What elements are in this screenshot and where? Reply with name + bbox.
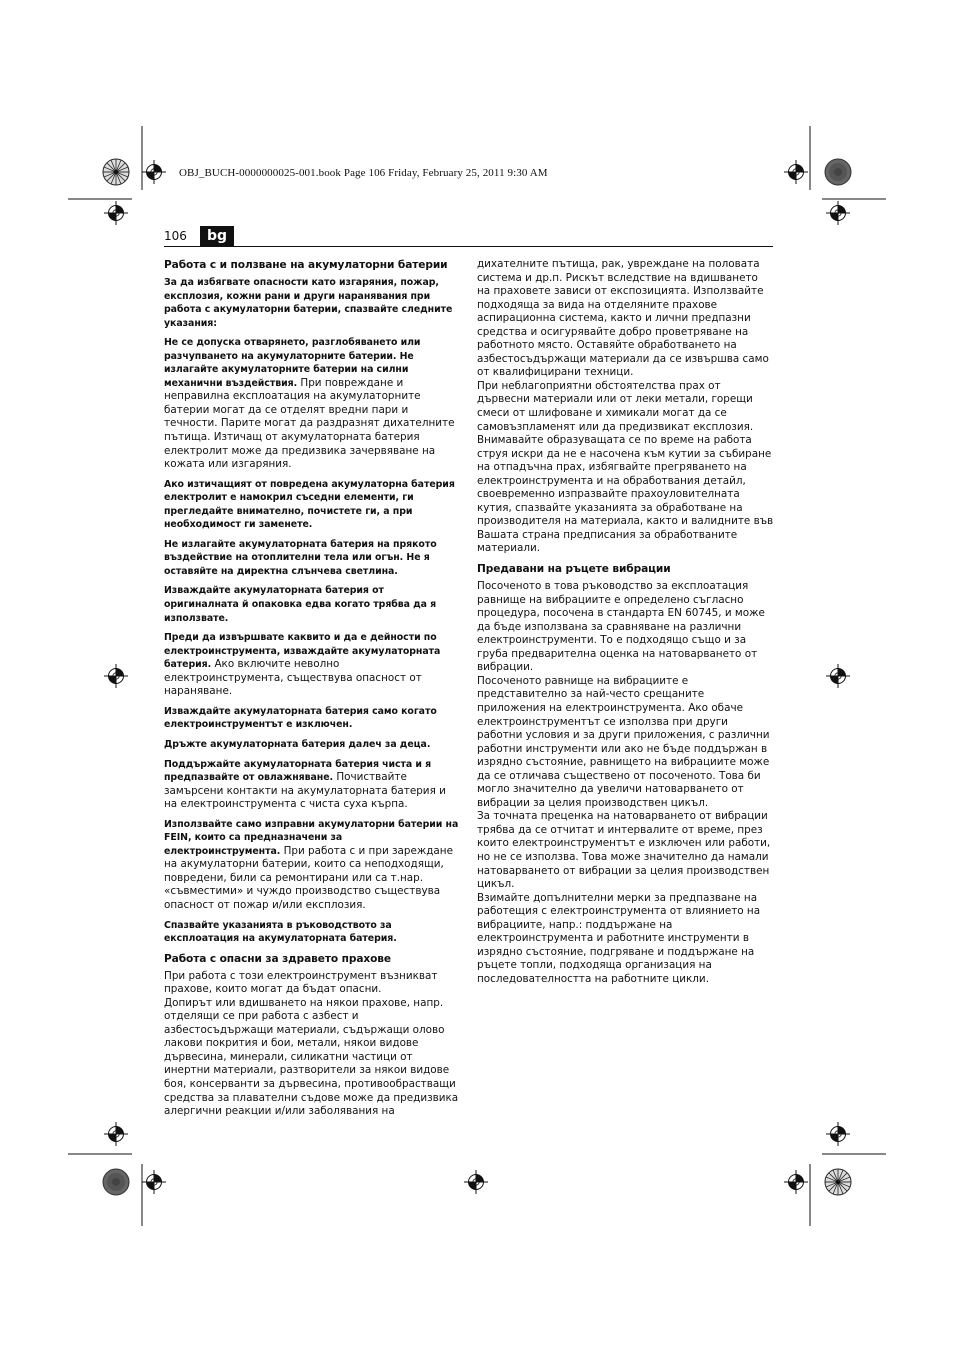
- paragraph: [164, 758, 460, 812]
- registration-mark-icon: [104, 664, 128, 688]
- section-heading: Предавани на ръцете вибрации: [477, 563, 671, 576]
- paragraph: [164, 818, 460, 913]
- registration-mark-icon: [104, 201, 128, 225]
- page-number: 106: [164, 229, 187, 243]
- paragraph: Дръжте акумулаторната батерия далеч за деца.: [164, 738, 431, 750]
- paragraph: Ако изтичащият от повредена акумулаторна батерия електролит е намокрил съседни елементи, ги прегледайте внимателно, почистете ги, а при необходимост ги заменете.: [164, 478, 455, 531]
- color-target-icon: [825, 159, 851, 185]
- right-column: [477, 258, 774, 990]
- body-text: Ако включите неволно електроинструмента, съществува опасност от нараняване.: [164, 658, 422, 698]
- warning-text: Преди да извършвате каквито и да е дейности по електроинструмента, изваждайте акумулаторната батерия.: [164, 632, 441, 671]
- paragraph: За точната преценка на натоварването от вибрации трябва да се отчитат и интервалите от време, през които електроинструментът е изключен или работи, но не се използва. Това може значително да намали натоварването от вибрации за целия производствен цикъл.: [477, 810, 771, 891]
- section-heading: Работа с и ползване на акумулаторни батерии: [164, 259, 448, 271]
- paragraph: При неблагоприятни обстоятелства прах от дървесни материали или от леки метали, горещи смеси от шлифоване и химикали могат да се самовъзпламенят или да предизвикат експлозия. Внимавайте образуващата се по време на работа струя искри да не е насочена към кутии за събиране на отпадъчна прах, избягвайте прегряването на електроинструмента и на обработвания детайл, своевременно изпразвайте прахоуловителната кутия, спазвайте указанията за обработване на производителя на материала, както и валидните във Вашата страна предписания за обработваните материали.: [477, 379, 774, 555]
- paragraph: За да избягвате опасности като изгаряния, пожар, експлозия, кожни рани и други наранявания при работа с акумулаторни батерии, спазвайте следните указания:: [164, 277, 453, 329]
- paragraph: [164, 336, 460, 471]
- color-target-icon: [103, 159, 129, 185]
- body-text: При работа с и при зареждане на акумулаторни батерии, които са неподходящи, повредени, били са ремонтирани или са т.нар. «съвместими» и чуждо производство съществува опасност от пожар и/или експлозия.: [164, 844, 453, 911]
- left-column: [164, 258, 460, 1123]
- registration-mark-icon: [784, 160, 808, 184]
- section-heading: Работа с опасни за здравето прахове: [164, 952, 391, 965]
- registration-mark-icon: [142, 1170, 166, 1194]
- warning-text: Поддържайте акумулаторната батерия чиста и я предпазвайте от овлажняване.: [164, 758, 432, 784]
- registration-mark-icon: [826, 1122, 850, 1146]
- paragraph: [164, 631, 460, 699]
- paragraph: Изваждайте акумулаторната батерия от оригиналната й опаковка едва когато трябва да я използвате.: [164, 585, 437, 624]
- body-text: Почиствайте замърсени контакти на акумулаторната батерия и на електроинструмента с чиста суха кърпа.: [164, 771, 446, 811]
- registration-mark-icon: [104, 1122, 128, 1146]
- header-rule: [164, 246, 773, 247]
- warning-text: Не се допуска отварянето, разглобяването или разчупването на акумулаторните батерии. Не излагайте акумулаторните батерии на силни механични въздействия.: [164, 337, 421, 389]
- paragraph: Не излагайте акумулаторната батерия на прякото въздействие на отоплителни тела или огън. Не я оставяйте на директна слънчева светлина.: [164, 538, 437, 577]
- paragraph: При работа с този електроинструмент възникват прахове, които могат да бъдат опасни.: [164, 969, 438, 996]
- color-target-icon: [825, 1169, 851, 1195]
- warning-text: Използвайте само изправни акумулаторни батерии на FEIN, които са предназначени за електроинструмента.: [164, 818, 459, 857]
- paragraph: Допирът или вдишването на някои прахове, напр. отделящи се при работа с азбест и азбестосъдържащи материали, съдържащи олово лакови покрития и бои, метали, някои видове дървесина, минерали, силикатни частици от инертни материали, разтворители за някои видове боя, консерванти за дървесина, противообрастващи средства за плавателни съдове може да предизвика алергични реакции и/или заболявания на: [164, 996, 459, 1118]
- paragraph: Взимайте допълнителни мерки за предпазване на работещия с електроинструмента от влиянието на вибрациите, напр.: поддържане на електроинструмента и работните инструменти в изрядно състояние, подгряване и поддържане на ръцете топли, подходяща организация на последователността на работните цикли.: [477, 891, 761, 985]
- paragraph: Спазвайте указанията в ръководството за експлоатация на акумулаторната батерия.: [164, 919, 397, 945]
- body-text: При повреждане и неправилна експлоатация на акумулаторните батерии могат да се отделят вредни пари и течности. Парите могат да раздразнят дихателните пътища. Изтичащ от акумулаторната батерия електролит може да предизвика зачервяване на кожата или изгаряния.: [164, 376, 455, 471]
- paragraph: Посоченото равнище на вибрациите е представително за най-често срещаните приложения на електроинструмента. Ако обаче електроинструментът се използва при други работни условия и за други приложения, с различни работни инструменти или ако не бъде поддържан в изрядно състояние, равнището на вибрациите може да се отличава съществено от посоченото. Това би могло значително да увеличи натоварването от вибрации за целия производствен цикъл.: [477, 674, 770, 809]
- registration-mark-icon: [142, 160, 166, 184]
- registration-mark-icon: [464, 1170, 488, 1194]
- color-target-icon: [103, 1169, 129, 1195]
- registration-mark-icon: [784, 1170, 808, 1194]
- paragraph: Посоченото в това ръководство за експлоатация равнище на вибрациите е определено съгласно процедура, посочена в стандарта EN 60745, и може да бъде използвана за сравняване на различни електроинструменти. То е подходящо също и за груба предварителна оценка на натоварването от вибрации.: [477, 580, 765, 674]
- paragraph: дихателните пътища, рак, увреждане на половата система и др.п. Рискът вследствие на вдишването на праховете зависи от експозицията. Използвайте подходяща за вида на отделяните прахове аспирационна система, както и лични предпазни средства и осигурявайте добро проветряване на работното място. Оставяйте обработването на азбестосъдържащи материали да се извършва само от квалифицирани техници.: [477, 258, 769, 379]
- language-tab: bg: [200, 226, 234, 246]
- print-slug: OBJ_BUCH-0000000025-001.book Page 106 Friday, February 25, 2011 9:30 AM: [179, 167, 548, 179]
- registration-mark-icon: [826, 201, 850, 225]
- registration-mark-icon: [826, 664, 850, 688]
- paragraph: Изваждайте акумулаторната батерия само когато електроинструментът е изключен.: [164, 705, 437, 731]
